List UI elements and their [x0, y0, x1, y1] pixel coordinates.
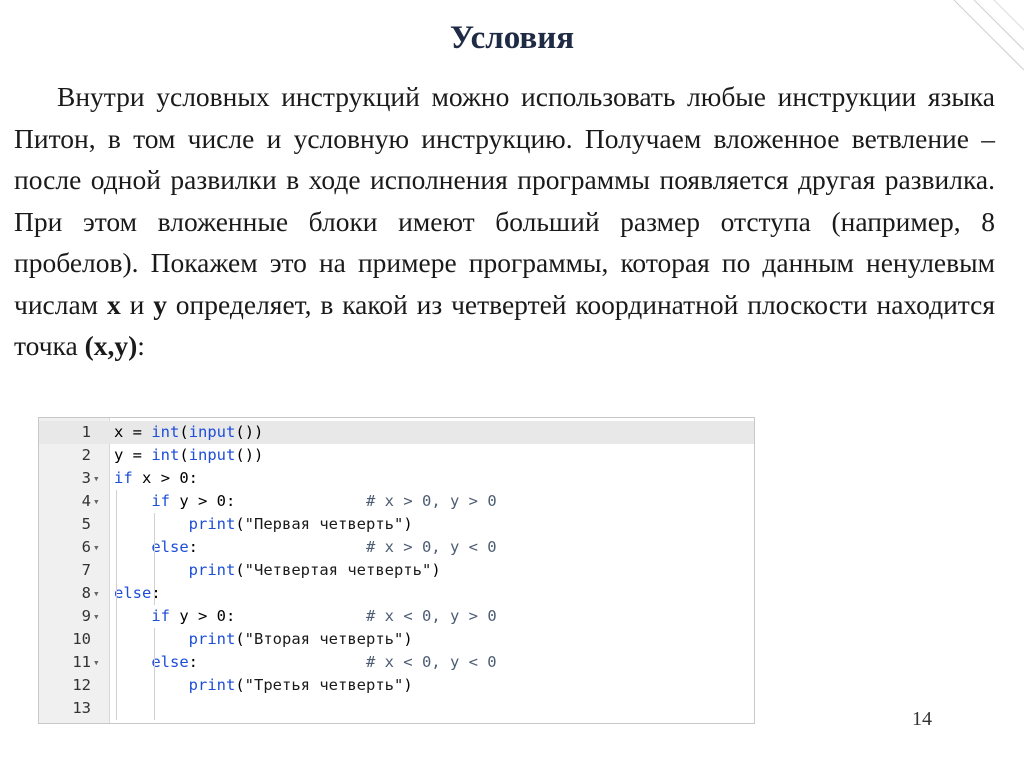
- line-number: 10: [72, 630, 91, 648]
- code-line[interactable]: [39, 582, 754, 605]
- paragraph-text-3: определяет, в какой из четвертей координатной плоскости находится точка: [14, 288, 996, 361]
- paragraph-text-4: :: [137, 330, 145, 361]
- code-text: print("Первая четверть"): [188, 515, 413, 533]
- code-line[interactable]: [39, 536, 754, 559]
- paragraph-text-1: Внутри условных инструкций можно использовать любые инструкции языка Питон, в том числе и условную инструкцию. Получаем вложенное ветвление – после одной развилки в ходе исполнения программы появляется другая развилка. При этом вложенные блоки имеют больший размер отступа (например, 8 пробелов). Покажем это на примере программы, которая по данным ненулевым числам: [14, 81, 995, 320]
- line-number: 9: [81, 607, 91, 625]
- code-line[interactable]: [39, 605, 754, 628]
- line-number: 3: [81, 469, 91, 487]
- code-text: print("Вторая четверть"): [188, 630, 413, 648]
- code-text: else: # x > 0, y < 0: [151, 538, 497, 556]
- indent-guide: [154, 674, 155, 720]
- code-line[interactable]: [39, 559, 754, 582]
- code-comment: # x < 0, y > 0: [366, 607, 497, 625]
- fold-arrow-icon[interactable]: ▾: [93, 472, 100, 485]
- indent-guide: [116, 605, 117, 720]
- variable-x: x: [106, 288, 121, 320]
- code-line[interactable]: [39, 467, 754, 490]
- fold-arrow-icon[interactable]: ▾: [93, 541, 100, 554]
- paragraph-text-2: и: [120, 288, 154, 320]
- code-line[interactable]: [39, 444, 754, 467]
- line-number: 12: [72, 676, 91, 694]
- variable-y: y: [153, 288, 167, 320]
- code-editor[interactable]: [38, 417, 755, 724]
- line-number: 4: [81, 492, 91, 510]
- code-text: else: # x < 0, y < 0: [151, 653, 497, 671]
- line-number: 8: [81, 584, 91, 602]
- code-line[interactable]: [39, 651, 754, 674]
- line-number: 1: [81, 423, 91, 441]
- code-text: y = int(input()): [114, 446, 264, 464]
- code-line[interactable]: [39, 490, 754, 513]
- code-text: if x > 0:: [114, 469, 199, 487]
- line-number: 11: [72, 653, 91, 671]
- code-text: else:: [114, 584, 161, 602]
- indent-guide: [154, 628, 155, 674]
- code-text: if y > 0: # x < 0, y > 0: [151, 607, 497, 625]
- page-number: 14: [912, 708, 932, 730]
- code-comment: # x < 0, y < 0: [365, 653, 497, 671]
- code-line[interactable]: [39, 628, 754, 651]
- code-comment: # x > 0, y < 0: [365, 538, 497, 556]
- code-text: if y > 0: # x > 0, y > 0: [151, 492, 497, 510]
- code-text: x = int(input()): [114, 423, 264, 441]
- point-xy: (x,y): [84, 330, 138, 361]
- body-paragraph: [14, 76, 995, 367]
- line-number: 6: [81, 538, 91, 556]
- indent-guide: [116, 490, 117, 605]
- code-line[interactable]: [39, 421, 754, 444]
- code-line[interactable]: [39, 674, 754, 697]
- code-text: print("Четвертая четверть"): [188, 561, 441, 579]
- code-line[interactable]: [39, 513, 754, 536]
- indent-guide: [154, 559, 155, 605]
- fold-arrow-icon[interactable]: ▾: [93, 587, 100, 600]
- fold-arrow-icon[interactable]: ▾: [93, 495, 100, 508]
- fold-arrow-icon[interactable]: ▾: [93, 656, 100, 669]
- line-number: 2: [81, 446, 91, 464]
- slide-title: Условия: [449, 20, 575, 56]
- indent-guide: [154, 513, 155, 559]
- code-text: print("Третья четверть"): [188, 676, 413, 694]
- code-line[interactable]: [39, 697, 754, 720]
- line-number: 13: [72, 699, 91, 717]
- line-number: 7: [81, 561, 91, 579]
- line-number: 5: [81, 515, 91, 533]
- code-comment: # x > 0, y > 0: [366, 492, 497, 510]
- fold-arrow-icon[interactable]: ▾: [93, 610, 100, 623]
